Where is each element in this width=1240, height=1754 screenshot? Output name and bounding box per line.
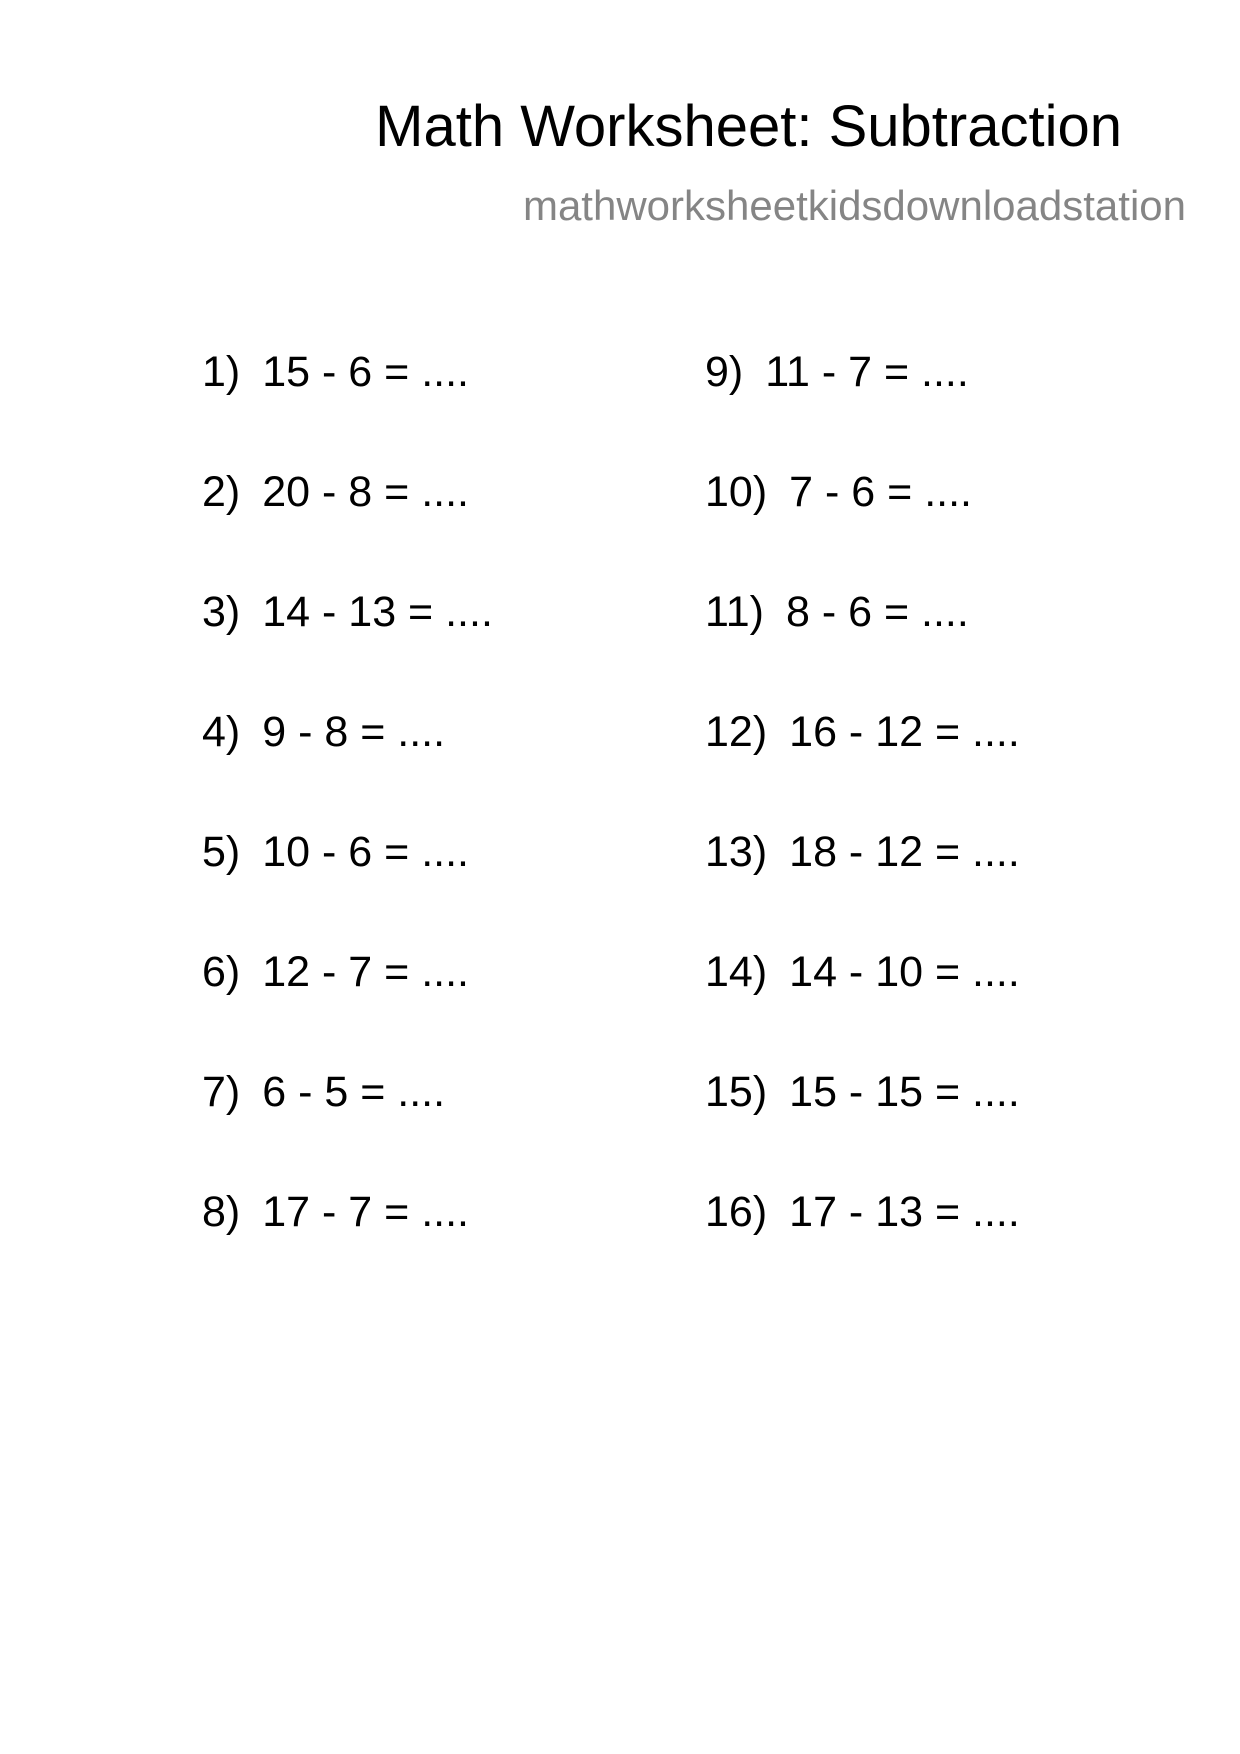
- worksheet-title: Math Worksheet: Subtraction: [375, 94, 1122, 159]
- problem-item: [202, 828, 493, 951]
- problem-number: 15): [705, 1068, 768, 1116]
- problem-expression: 20 - 8 = ....: [262, 468, 469, 516]
- problem-item: [202, 588, 493, 711]
- problem-item: [705, 948, 1020, 1071]
- problem-number: 7): [202, 1068, 241, 1116]
- problem-number: 14): [705, 948, 768, 996]
- problem-item: [705, 1068, 1020, 1191]
- problem-item: [705, 828, 1020, 951]
- problem-expression: 14 - 10 = ....: [789, 948, 1020, 996]
- problem-number: 10): [705, 468, 768, 516]
- problem-item: [705, 588, 1020, 711]
- problem-number: 2): [202, 468, 241, 516]
- problem-expression: 17 - 7 = ....: [262, 1188, 469, 1236]
- problem-number: 16): [705, 1188, 768, 1236]
- problem-number: 6): [202, 948, 241, 996]
- problem-item: [705, 348, 1020, 471]
- problem-item: [202, 1068, 493, 1191]
- problem-item: [202, 1188, 493, 1311]
- problem-expression: 15 - 6 = ....: [262, 348, 469, 396]
- problem-column-left: [202, 348, 493, 1311]
- problem-expression: 15 - 15 = ....: [789, 1068, 1020, 1116]
- problem-expression: 16 - 12 = ....: [789, 708, 1020, 756]
- problem-number: 11): [705, 588, 764, 636]
- problem-number: 5): [202, 828, 241, 876]
- problem-item: [202, 708, 493, 831]
- problem-expression: 9 - 8 = ....: [262, 708, 446, 756]
- worksheet-subtitle: mathworksheetkidsdownloadstation: [522, 182, 1186, 229]
- problem-number: 9): [705, 348, 744, 396]
- problem-expression: 18 - 12 = ....: [789, 828, 1020, 876]
- problem-item: [202, 948, 493, 1071]
- problem-expression: 6 - 5 = ....: [262, 1068, 446, 1116]
- problem-item: [202, 348, 493, 471]
- problem-number: 13): [705, 828, 768, 876]
- problem-item: [705, 708, 1020, 831]
- problem-item: [202, 468, 493, 591]
- problem-expression: 12 - 7 = ....: [262, 948, 469, 996]
- problem-number: 3): [202, 588, 241, 636]
- problem-column-right: [705, 348, 1020, 1311]
- problem-expression: 8 - 6 = ....: [785, 588, 969, 636]
- problem-item: [705, 1188, 1020, 1311]
- problem-expression: 11 - 7 = ....: [765, 348, 969, 396]
- problem-expression: 7 - 6 = ....: [789, 468, 972, 516]
- problem-number: 4): [202, 708, 241, 756]
- problem-expression: 17 - 13 = ....: [789, 1188, 1020, 1236]
- problem-expression: 14 - 13 = ....: [262, 588, 493, 636]
- problem-item: [705, 468, 1020, 591]
- problem-number: 8): [202, 1188, 241, 1236]
- problem-number: 12): [705, 708, 768, 756]
- problem-number: 1): [202, 348, 241, 396]
- problem-expression: 10 - 6 = ....: [262, 828, 469, 876]
